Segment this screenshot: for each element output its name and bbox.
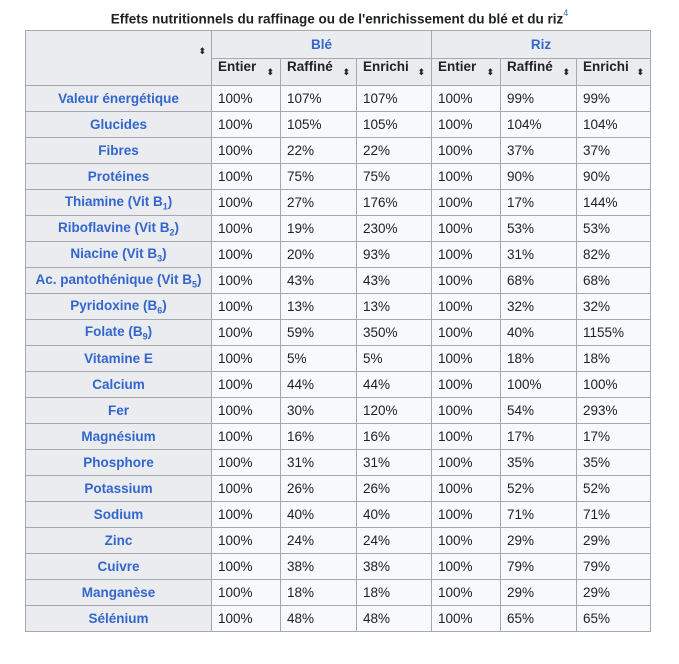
table-cell: 43% [357,268,432,294]
table-cell: 68% [577,268,651,294]
table-cell: 107% [357,86,432,112]
table-cell: 31% [501,242,577,268]
row-label: Niacine (Vit B [70,245,158,261]
table-cell: 75% [281,164,357,190]
row-header-link[interactable] [26,112,212,138]
row-label: Fibres [98,143,139,158]
row-label-suffix: ) [174,219,180,235]
table-cell: 5% [357,346,432,372]
table-row [26,320,651,346]
table-cell: 105% [357,112,432,138]
table-cell: 100% [432,476,501,502]
sort-arrows-icon: ⬍ [198,46,206,56]
table-cell: 176% [357,190,432,216]
row-label: Sodium [93,507,144,522]
table-cell: 100% [432,554,501,580]
table-cell: 82% [577,242,651,268]
table-cell: 93% [357,242,432,268]
caption-text: Effets nutritionnels du raffinage ou de l'enrichissement du blé et du riz [110,11,564,27]
table-row [26,190,651,216]
table-cell: 71% [501,502,577,528]
table-cell: 16% [357,424,432,450]
table-body [26,86,651,632]
table-cell: 99% [501,86,577,112]
table-cell: 24% [281,528,357,554]
table-cell: 144% [577,190,651,216]
table-cell: 40% [281,502,357,528]
table-row [26,450,651,476]
row-header-link[interactable] [26,372,212,398]
table-cell: 100% [432,164,501,190]
table-cell: 22% [357,138,432,164]
sort-arrows-icon: ⬍ [636,67,645,77]
table-cell: 100% [432,86,501,112]
row-label: Pyridoxine (B [70,297,158,313]
table-cell: 31% [357,450,432,476]
table-cell: 44% [357,372,432,398]
column-header-ble-0[interactable] [212,59,281,86]
table-cell: 26% [357,476,432,502]
row-label-subscript: 6 [157,305,163,316]
table-cell: 100% [432,242,501,268]
table-row [26,164,651,190]
table-cell: 105% [281,112,357,138]
table-row [26,476,651,502]
group-header-ble: Blé [212,31,432,59]
row-label-subscript: 5 [192,279,198,290]
table-cell: 100% [212,112,281,138]
table-cell: 100% [212,398,281,424]
row-label: Ac. pantothénique (Vit B [35,271,192,287]
row-header-link[interactable] [26,580,212,606]
column-header-ble-2[interactable] [357,59,432,86]
row-label-subscript: 3 [157,253,163,264]
sort-arrows-icon: ⬍ [266,67,274,77]
column-header-label: Raffiné [287,59,333,74]
row-header-link[interactable] [26,242,212,268]
sort-arrows-icon: ⬍ [417,67,426,77]
row-header-link[interactable] [26,606,212,632]
table-cell: 100% [212,190,281,216]
table-cell: 100% [212,346,281,372]
table-cell: 19% [281,216,357,242]
row-header-link[interactable] [26,528,212,554]
row-label: Magnésium [81,429,156,444]
column-header-label: Raffiné [507,59,553,74]
table-row [26,528,651,554]
table-cell: 100% [212,294,281,320]
table-cell: 29% [501,580,577,606]
table-cell: 100% [432,216,501,242]
table-row [26,216,651,242]
table-cell: 75% [357,164,432,190]
table-cell: 100% [212,476,281,502]
table-cell: 44% [281,372,357,398]
caption-reference-link[interactable]: 4 [563,8,569,18]
table-cell: 100% [432,580,501,606]
table-cell: 35% [577,450,651,476]
table-cell: 52% [501,476,577,502]
table-cell: 100% [212,606,281,632]
table-cell: 53% [577,216,651,242]
row-header-link[interactable] [26,424,212,450]
table-cell: 5% [281,346,357,372]
table-cell: 37% [501,138,577,164]
table-row [26,138,651,164]
row-header-link[interactable] [26,138,212,164]
row-header-link[interactable] [26,320,212,346]
row-label: Folate (B [84,323,143,339]
table-cell: 18% [281,580,357,606]
column-header-label: Entier [218,59,257,74]
nutrient-column-header[interactable] [26,31,212,86]
table-cell: 100% [432,190,501,216]
row-header-link[interactable] [26,554,212,580]
row-header-link[interactable] [26,398,212,424]
row-header-link[interactable] [26,216,212,242]
table-cell: 27% [281,190,357,216]
row-label: Potassium [84,481,153,496]
table-cell: 230% [357,216,432,242]
table-cell: 17% [501,424,577,450]
table-cell: 100% [432,294,501,320]
table-cell: 100% [432,528,501,554]
column-header-riz-0[interactable] [432,59,501,86]
table-cell: 40% [501,320,577,346]
table-cell: 120% [357,398,432,424]
row-label: Thiamine (Vit B [64,193,163,209]
table-cell: 31% [281,450,357,476]
table-cell: 100% [212,268,281,294]
row-label: Cuivre [97,559,140,574]
row-label: Valeur énergétique [58,91,179,106]
table-cell: 100% [212,242,281,268]
table-cell: 350% [357,320,432,346]
row-header-link[interactable] [26,86,212,112]
table-cell: 53% [501,216,577,242]
row-header-link[interactable] [26,190,212,216]
row-label-suffix: ) [147,323,153,339]
table-cell: 100% [212,502,281,528]
row-label: Calcium [92,377,145,392]
column-header-riz-2[interactable] [577,59,651,86]
table-cell: 65% [577,606,651,632]
table-cell: 100% [432,450,501,476]
table-row [26,554,651,580]
table-cell: 29% [577,580,651,606]
table-cell: 13% [281,294,357,320]
table-cell: 100% [212,86,281,112]
table-cell: 100% [212,138,281,164]
table-row [26,112,651,138]
table-cell: 79% [577,554,651,580]
table-row [26,268,651,294]
table-cell: 100% [212,164,281,190]
table-cell: 1155% [577,320,651,346]
table-cell: 38% [281,554,357,580]
row-label: Phosphore [83,455,154,470]
table-cell: 100% [212,424,281,450]
table-cell: 100% [577,372,651,398]
table-cell: 100% [432,138,501,164]
table-cell: 52% [577,476,651,502]
column-header-riz-1[interactable] [501,59,577,86]
table-cell: 100% [212,216,281,242]
table-row [26,242,651,268]
table-cell: 38% [357,554,432,580]
row-label-subscript: 2 [169,227,175,238]
table-cell: 65% [501,606,577,632]
table-cell: 100% [212,580,281,606]
table-cell: 100% [432,372,501,398]
table-cell: 104% [577,112,651,138]
table-cell: 40% [357,502,432,528]
table-cell: 100% [432,112,501,138]
table-row [26,86,651,112]
table-cell: 100% [432,502,501,528]
row-header-link[interactable] [26,164,212,190]
table-cell: 18% [357,580,432,606]
table-cell: 30% [281,398,357,424]
table-cell: 104% [501,112,577,138]
table-cell: 22% [281,138,357,164]
column-header-label: Enrichi [583,59,629,74]
table-cell: 100% [432,346,501,372]
row-header-link[interactable] [26,346,212,372]
row-header-link[interactable] [26,450,212,476]
table-row [26,424,651,450]
table-cell: 68% [501,268,577,294]
table-cell: 29% [577,528,651,554]
table-cell: 100% [212,320,281,346]
table-row [26,502,651,528]
column-header-ble-1[interactable] [281,59,357,86]
table-cell: 90% [577,164,651,190]
table-cell: 107% [281,86,357,112]
table-row [26,606,651,632]
row-label: Fer [107,403,129,418]
table-cell: 100% [432,398,501,424]
row-header-link[interactable] [26,476,212,502]
table-cell: 17% [501,190,577,216]
column-header-label: Enrichi [363,59,409,74]
row-label: Glucides [89,117,148,132]
table-row [26,398,651,424]
table-cell: 35% [501,450,577,476]
table-cell: 16% [281,424,357,450]
table-cell: 43% [281,268,357,294]
row-label-suffix: ) [167,193,173,209]
sort-arrows-icon: ⬍ [342,67,350,77]
row-label-subscript: 1 [162,201,168,212]
group-header-riz: Riz [432,31,651,59]
table-row [26,372,651,398]
table-cell: 32% [577,294,651,320]
table-cell: 71% [577,502,651,528]
table-cell: 18% [577,346,651,372]
table-cell: 13% [357,294,432,320]
row-label: Riboflavine (Vit B [57,219,170,235]
table-cell: 100% [432,320,501,346]
row-label: Zinc [104,533,133,548]
column-header-label: Entier [438,59,477,74]
row-label: Vitamine E [84,351,153,366]
table-cell: 29% [501,528,577,554]
row-label-suffix: ) [197,271,202,287]
table-cell: 100% [432,268,501,294]
table-cell: 100% [501,372,577,398]
table-cell: 32% [501,294,577,320]
row-header-link[interactable] [26,294,212,320]
table-row [26,346,651,372]
row-label-suffix: ) [162,245,167,261]
table-cell: 100% [212,528,281,554]
table-cell: 24% [357,528,432,554]
table-cell: 100% [212,372,281,398]
table-cell: 17% [577,424,651,450]
table-cell: 100% [212,554,281,580]
sort-arrows-icon: ⬍ [486,67,495,77]
row-label: Sélénium [88,611,149,626]
table-caption [0,0,679,30]
nutrition-table [25,30,651,632]
table-cell: 54% [501,398,577,424]
table-cell: 293% [577,398,651,424]
table-cell: 99% [577,86,651,112]
row-header-link[interactable] [26,502,212,528]
row-label: Protéines [87,169,150,184]
table-cell: 79% [501,554,577,580]
table-cell: 48% [357,606,432,632]
table-cell: 37% [577,138,651,164]
row-label: Manganèse [81,585,156,600]
row-header-link[interactable] [26,268,212,294]
table-cell: 59% [281,320,357,346]
row-label-subscript: 9 [142,331,148,342]
table-cell: 100% [432,424,501,450]
table-cell: 26% [281,476,357,502]
table-cell: 100% [212,450,281,476]
sort-arrows-icon: ⬍ [562,67,571,77]
row-label-suffix: ) [162,297,167,313]
table-cell: 18% [501,346,577,372]
table-cell: 48% [281,606,357,632]
table-cell: 100% [432,606,501,632]
table-cell: 90% [501,164,577,190]
table-row [26,294,651,320]
table-cell: 20% [281,242,357,268]
table-row [26,580,651,606]
